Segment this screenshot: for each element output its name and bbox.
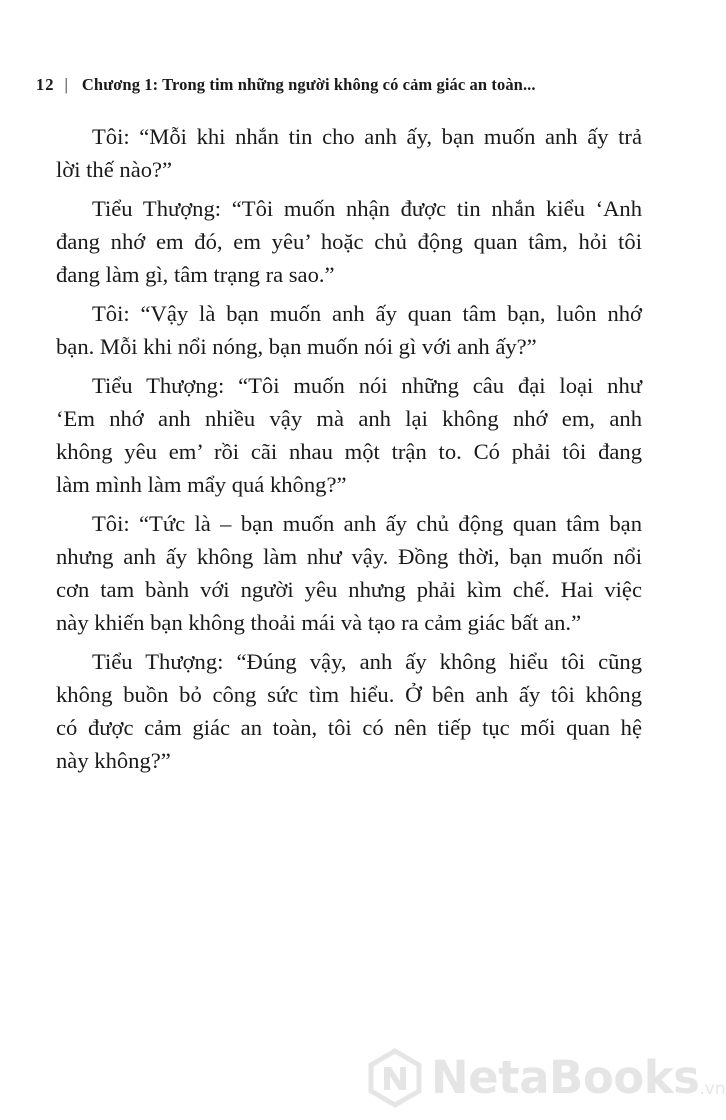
- page-number: 12: [36, 75, 55, 94]
- text-line: Tiểu Thượng: “Tôi muốn nói những câu đại loại như: [92, 373, 642, 398]
- text-line: Tôi: “Mỗi khi nhắn tin cho anh ấy, bạn muốn anh ấy trả: [92, 124, 642, 149]
- paragraph: [56, 120, 642, 186]
- netabooks-logo-icon: [365, 1048, 425, 1108]
- text-line: Tôi: “Tức là – bạn muốn anh ấy chủ động quan tâm bạn: [92, 511, 642, 536]
- chapter-title: Chương 1: Trong tim những người không có cảm giác an toàn...: [81, 75, 536, 94]
- text-line: làm mình làm mẩy quá không?”: [56, 472, 347, 497]
- text-line: có được cảm giác an toàn, tôi có nên tiếp tục mối quan hệ: [56, 715, 642, 740]
- paragraph: [56, 192, 642, 291]
- watermark-brand: NetaBooks: [431, 1051, 700, 1104]
- header-separator: |: [64, 75, 68, 94]
- text-line: này không?”: [56, 748, 171, 773]
- text-line: không yêu em’ rồi cãi nhau một trận to. Có phải tôi đang: [56, 439, 642, 464]
- text-line: lời thế nào?”: [56, 157, 173, 182]
- paragraph: [56, 507, 642, 639]
- text-line: bạn. Mỗi khi nổi nóng, bạn muốn nói gì với anh ấy?”: [56, 334, 537, 359]
- text-line: không buồn bỏ công sức tìm hiểu. Ở bên anh ấy tôi không: [56, 682, 642, 707]
- text-line: cơn tam bành với người yêu nhưng phải kìm chế. Hai việc: [56, 577, 642, 602]
- body-text: [56, 120, 642, 783]
- watermark: [365, 1048, 726, 1108]
- paragraph: [56, 297, 642, 363]
- text-line: Tôi: “Vậy là bạn muốn anh ấy quan tâm bạn, luôn nhớ: [92, 301, 642, 326]
- text-line: Tiểu Thượng: “Đúng vậy, anh ấy không hiểu tôi cũng: [92, 649, 642, 674]
- text-line: đang làm gì, tâm trạng ra sao.”: [56, 262, 335, 287]
- text-line: đang nhớ em đó, em yêu’ hoặc chủ động quan tâm, hỏi tôi: [56, 229, 642, 254]
- text-line: này khiến bạn không thoải mái và tạo ra cảm giác bất an.”: [56, 610, 582, 635]
- text-line: Tiểu Thượng: “Tôi muốn nhận được tin nhắn kiểu ‘Anh: [92, 196, 642, 221]
- text-line: ‘Em nhớ anh nhiều vậy mà anh lại không nhớ em, anh: [56, 406, 642, 431]
- paragraph: [56, 369, 642, 501]
- watermark-suffix: .vn: [699, 1079, 726, 1099]
- running-header: [36, 74, 676, 96]
- paragraph: [56, 645, 642, 777]
- text-line: nhưng anh ấy không làm như vậy. Đồng thời, bạn muốn nổi: [56, 544, 642, 569]
